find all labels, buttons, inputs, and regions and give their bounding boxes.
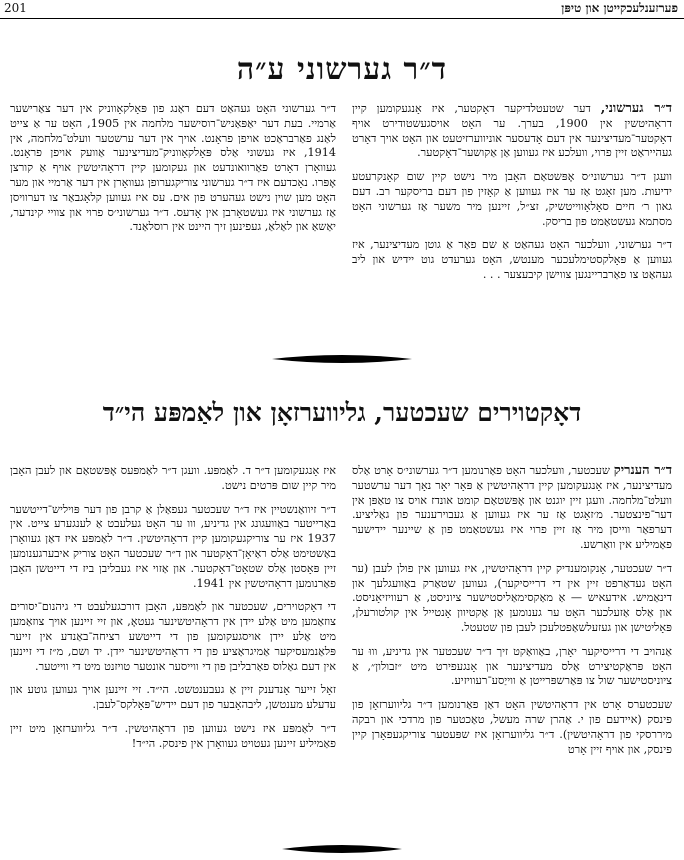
- page-number: 201: [4, 1, 27, 15]
- paragraph: [10, 503, 336, 592]
- paragraph: [10, 102, 336, 235]
- paragraph: [352, 238, 672, 282]
- running-header: [0, 0, 684, 19]
- paragraph: [10, 683, 336, 713]
- article-1-title: ד״ר גערשוני ע״ה: [236, 52, 448, 87]
- paragraph: [352, 102, 672, 161]
- paragraph-text: שעכטער, וועלכער האָט פאַרנומען ד״ר גערשוני׳ס אָרט אַלס מעדיצינער, איז אָנגעקומען קיין דראָהיטשין אַ פּאָר יאָר נאָך דער ערשטער וועלט־מלחמה. וועגן זיין יוגנט און אָפּשטאַם קומט אונדז אויס צו טאַפּן אין דער־פינצטער. מ׳זאָגט אַז ער איז געווען אַ געבוירענער פון גאַליציע. דערפאַר ווייסן מיר אַז זיין פרוי איז געשטאַמט פון אַ שיינער יידישער פאַמיליע אין וואַרשע.: [352, 464, 672, 551]
- paragraph-lead: ד״ר גערשוני,: [600, 101, 672, 116]
- paragraph: [10, 464, 336, 494]
- paragraph-text: ד״ר גערשוני, וועלכער האָט געהאַט אַ שם פאַר אַ גוטן מעדיצינער, איז געווען אַ פּאָלקסטימלעכער מענטש, האָט גערעדט גוט יידיש און ליב געהאַט צו פאַרבריינגען צווישן קיבעצער . . .: [352, 238, 672, 281]
- paragraph-text: זאָל זייער אָנדענק זיין אַ געבענטשט. הי״ד. זיי זיינען אויך געווען גוטע און עדעלע מענטשן, ליבהאָבער פון דעם יידיש־פּאָלקס־לעבן.: [10, 683, 336, 712]
- paragraph: [352, 645, 672, 689]
- paragraph: [352, 562, 672, 636]
- paragraph-text: ד״ר שעכטער, אָנקומענדיק קיין דראָהיטשין, איז געווען אין פולן לעבן (ער האָט געדאַרפט זיין אין די דרייסיקער), געווען שטאַרק באַוועגלעך און דינאַמיש. אידעאיש — אַ מאַקסימאַליסטישער ציוניסט, אַ רעוויזיאָניסט. און אַלס אַזעלכער האָט ער גענומען אַן אַקטיוון אָנטייל אין קולטורעלן, פּאָליטישן און געזעלשאַפטלעכן לעבן פון שטעטל.: [352, 561, 672, 634]
- paragraph-text: די דאָקטוירים, שעכטער און לאַמפּע, האָבן דורכגעלעבט די גיהנום־יסורים צוזאַמען מיט אַלע יידן אין דראָהיטשינער געטאָ, און זיי זיינען אויך צוזאַמען מיט אַלע יידן אויסגעקומען פון די דייטשע רציחה־באַנדע אין זייער פּלאַנמעסיקער אַמיגראַציע פון די דראָהיטשינער יידן. יד ושם, מ״ז די זיינען אין דעם גאַלוס פאַרבליבן פון די ווייסער אונטער טויזנט מיט די ווייטער.: [10, 600, 336, 673]
- paragraph-text: איז אָנגעקומען ד״ר ד. לאַמפּע. וועגן ד״ר לאַמפּעס אָפּשטאַם און לעבן האָבן מיר קיין שום פּרטים נישט.: [10, 464, 336, 492]
- paragraph: [10, 600, 336, 674]
- article-2-title: דאָקטוירים שעכטער, גליווערזאָן און לאַמפּע הי״ד: [102, 398, 582, 427]
- article-2-left-column: [10, 464, 336, 761]
- paragraph-text: שעכטערס אָרט אין דראָהיטשין האָט דאַן פאַרנומען ד״ר גליווערזאָן פון פינסק (איידעם פון י. אַהרן שרה מעשל, טאַכטער פון מרדכי און רבקה מיררסקי פון דראָהיטשין). ד״ר גליווערזאָן איז שפּעטער צוריקגעפאָרן קיין פינסק, און אויף זיין אָרט: [352, 698, 672, 756]
- paragraph-text: ד״ר זיוואַנשטיין איז ד״ר שעכטער געפאַלן אַ קרבן פון דער פּויליש־דייטשער באַרייטער באַוועגונג אין גדיניע, ווו ער האָט געלעבט אַ לענגערע צייט. אין 1937 איז ער צוריקגעקומען קיין דראָהיטשין. ד״ר לאַמפּע איז דאַן געוואָרן באַשטימט אַלס ראַיאָן־דאָקטער און ד״ר שעכטער האָט צוריק איבערגענומען זיין פּאָסטן אַלס שטאָט־דאָקטער. און אַזוי איז געבליבן ביז די דייטשן האָבן פאַרנומען דראָהיטשין אין 1941.: [10, 502, 336, 590]
- paragraph-text: ד״ר לאַמפּע איז נישט געווען פון דראָהיטשין. ד״ר גליווערזאָן מיט זיין פאַמיליע זיינען געטויט געוואָרן אין פינסק. הי״ד!: [10, 721, 336, 750]
- paragraph-text: וועגן ד״ר גערשוני׳ס אָפּשטאַם האָבן מיר נישט קיין שום קאָנקרעטע ידיעות. מען זאָגט אַז ער איז געווען אַ קאָזין פון דעם בריסקער רב. דעם גאון ר׳ חיים סאָלאָווייטשיק, זצ״ל, זיינען מיר משער אַז גערשוני האָט מסתמא געשטאַמט פון בריסק.: [352, 170, 672, 228]
- paragraph-lead: ד״ר הענריק: [613, 463, 672, 478]
- paragraph-text: ד״ר גערשוני האָט געהאַט דעם ראַנג פון פּאָלקאָווניק אין דער צאַרישער אַרמיי. בעת דער יאַפּאַניש־רוסישער מלחמה אין 1905, האָט ער אַ צייט לאַנג פאַרבראַכט אויפן פראָנט. אויך אין דער ערשטער וועלט־מלחמה, אין 1914, איז געשוני אַלס פּאָלקאָווניק־מעדיצינער אַוועק אויפן פראָנט. געוואָרן דאָרט פאַרוואונדעט און געקומען קיין דראָהיטשין אויף אַ קורצן אָפּרו. נאָכדעם איז ד״ר גערשוני צוריקגערופן געוואָרן אין דער אַרמיי און מער האָט מען שוין נישט געהערט פון אים. עס איז געווען קלאָגבאַר צו דערוויסן אַז גערשוני איז געשטאָרבן אין אָדעס. ד״ר גערשוני׳ס פרוי און צוויי קינדער, יאַשאַ און לאַלאַ, געפינען זיך היינט אין רוסלאַנד.: [10, 102, 336, 234]
- paragraph: [10, 722, 336, 752]
- article-1-right-column: [352, 102, 672, 292]
- paragraph-text: אַנהויב די דרייסיקער יאָרן, באַוואַקט זיך ד״ר שעכטער אין גדיניע, וווּ ער האָט פּראַקטיצירט אַלס מעדיצינער און אָנגעפירט מיט ״זבולון״, אַ ציוניסטישער שול צו פּאַרשפּרייטן אַ ווייַסע־רעוויזיע.: [352, 644, 672, 688]
- paragraph: [352, 464, 672, 553]
- paragraph: [352, 698, 672, 757]
- article-2-right-column: [352, 464, 672, 766]
- paragraph-text: דער שטעטלדיקער דאָקטער, איז אָנגעקומען קיין דראָהיטשין אין 1900, בערך. ער האָט אויסגעשטודירט אויף דאָקטער־מעדיצינער אין דעם אָדעסער אוניווערזיטעט און האָט אויך דאָרט געהייראַט זיין פרוי, וועלכע איז געווען אַן אַקושער־דאָקטער.: [352, 102, 672, 160]
- ornamental-divider-1: [0, 352, 684, 366]
- running-title: פערזענלעכקייטן און טיפּן: [561, 1, 678, 15]
- paragraph: [352, 170, 672, 229]
- ornamental-divider-2: [0, 842, 684, 856]
- article-1-left-column: [10, 102, 336, 244]
